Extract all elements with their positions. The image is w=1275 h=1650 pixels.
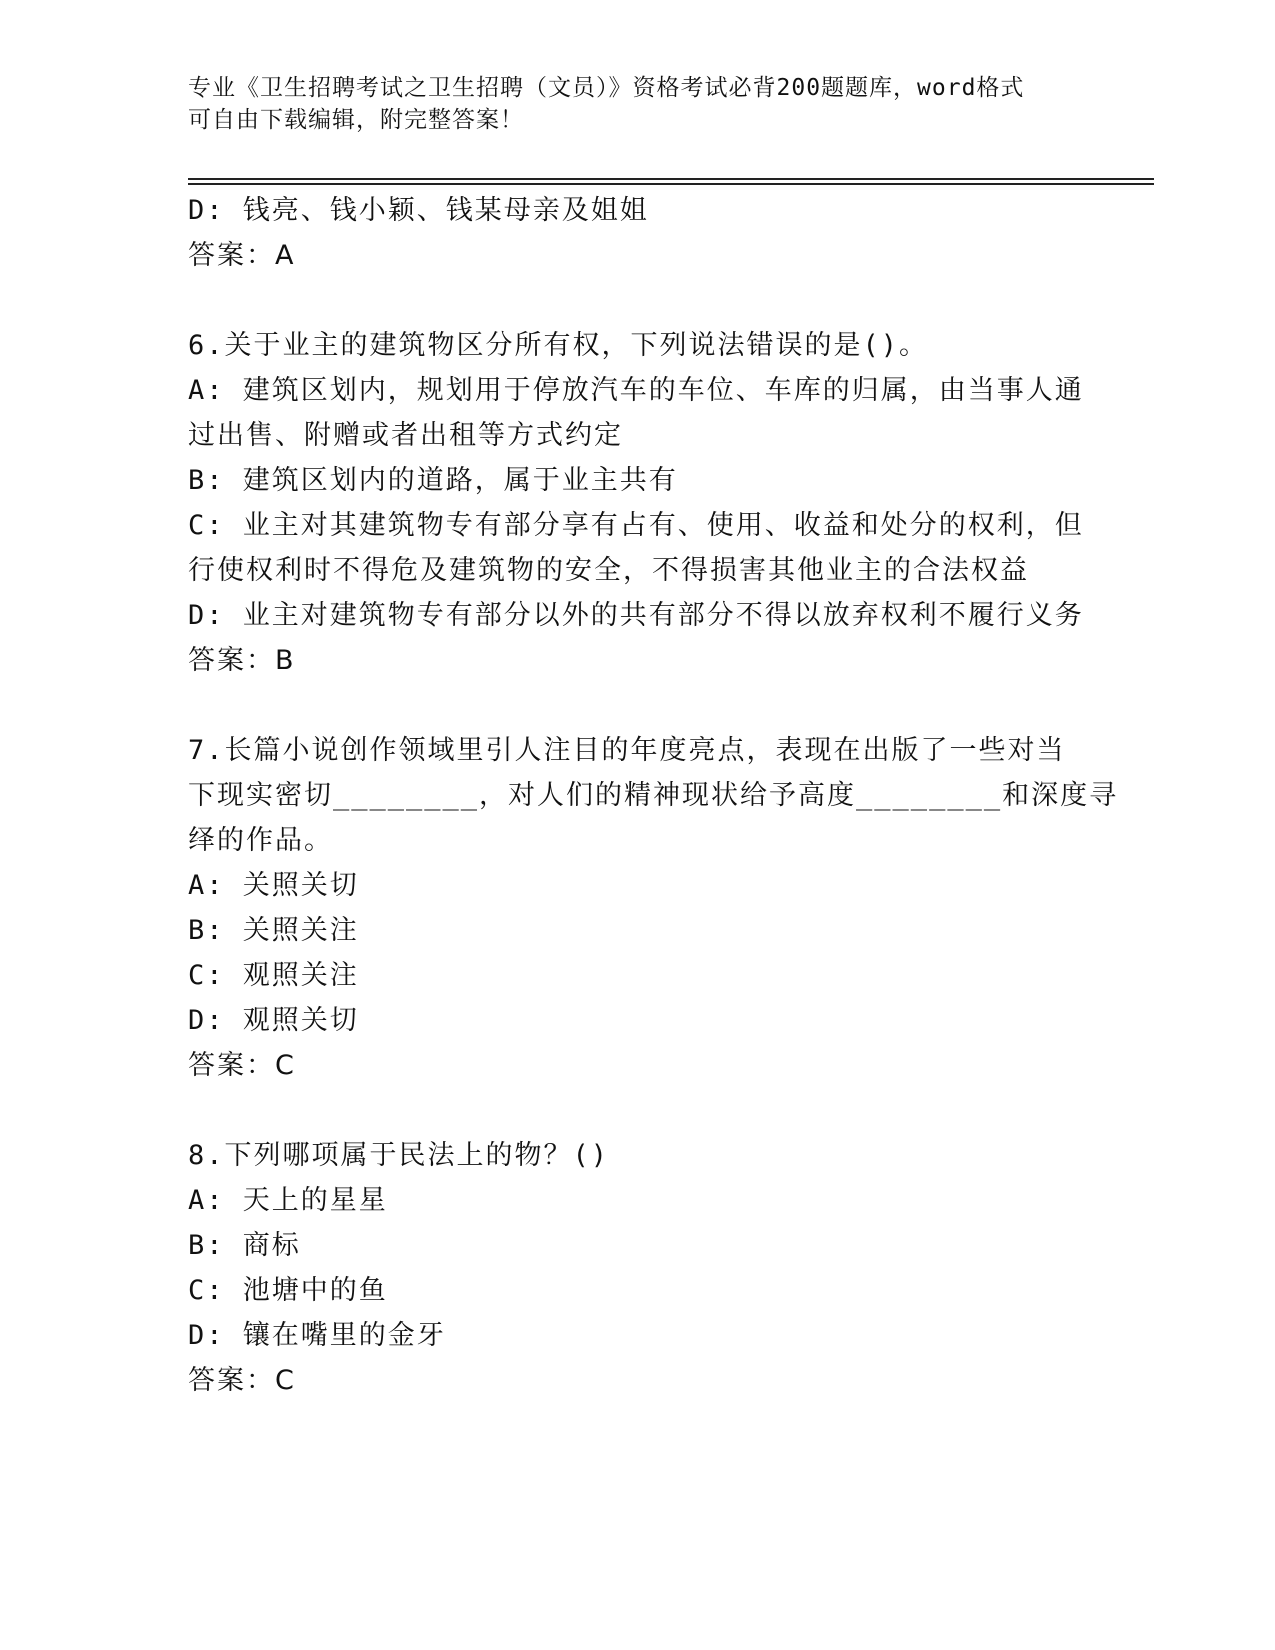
question-7 xyxy=(188,728,1119,1088)
question-text-continued: 下现实密切________，对人们的精神现状给予高度________和深度寻 xyxy=(188,780,1119,811)
question-text: 8.下列哪项属于民法上的物？() xyxy=(188,1140,610,1171)
option-c: C: 业主对其建筑物专有部分享有占有、使用、收益和处分的权利，但 xyxy=(188,510,1084,541)
question-text: 7.长篇小说创作领域里引人注目的年度亮点，表现在出版了一些对当 xyxy=(188,735,1066,766)
answer-line: 答案：A xyxy=(188,240,296,271)
option-c: C: 观照关注 xyxy=(188,960,359,991)
option-d: D: 钱亮、钱小颖、钱某母亲及姐姐 xyxy=(188,195,649,226)
answer-line: 答案：C xyxy=(188,1365,296,1396)
question-text: 6.关于业主的建筑物区分所有权，下列说法错误的是()。 xyxy=(188,330,929,361)
option-a: A: 关照关切 xyxy=(188,870,359,901)
header-title-line-2: 可自由下载编辑，附完整答案！ xyxy=(188,107,524,133)
answer-line: 答案：B xyxy=(188,645,296,676)
spacer xyxy=(188,278,1088,323)
question-6 xyxy=(188,323,1088,683)
question-5-tail xyxy=(188,188,1088,278)
document-header xyxy=(188,72,1068,136)
option-a: A: 天上的星星 xyxy=(188,1185,388,1216)
spacer xyxy=(188,1088,1088,1133)
header-divider-bottom xyxy=(188,183,1154,185)
header-title-line-1: 专业《卫生招聘考试之卫生招聘（文员）》资格考试必背200题题库，word格式 xyxy=(188,75,1025,101)
option-a: A: 建筑区划内，规划用于停放汽车的车位、车库的归属，由当事人通 xyxy=(188,375,1084,406)
option-d: D: 镶在嘴里的金牙 xyxy=(188,1320,446,1351)
question-8 xyxy=(188,1133,1088,1403)
question-list xyxy=(188,188,1119,1403)
option-c: C: 池塘中的鱼 xyxy=(188,1275,388,1306)
answer-line: 答案：C xyxy=(188,1050,296,1081)
header-divider-top xyxy=(188,178,1154,180)
option-b: B: 关照关注 xyxy=(188,915,359,946)
option-b: B: 商标 xyxy=(188,1230,301,1261)
spacer xyxy=(188,683,1088,728)
question-text-continued: 绎的作品。 xyxy=(188,825,333,856)
option-b: B: 建筑区划内的道路，属于业主共有 xyxy=(188,465,678,496)
option-a-continued: 过出售、附赠或者出租等方式约定 xyxy=(188,420,623,451)
option-d: D: 观照关切 xyxy=(188,1005,359,1036)
option-c-continued: 行使权利时不得危及建筑物的安全，不得损害其他业主的合法权益 xyxy=(188,555,1029,586)
option-d: D: 业主对建筑物专有部分以外的共有部分不得以放弃权利不履行义务 xyxy=(188,600,1084,631)
